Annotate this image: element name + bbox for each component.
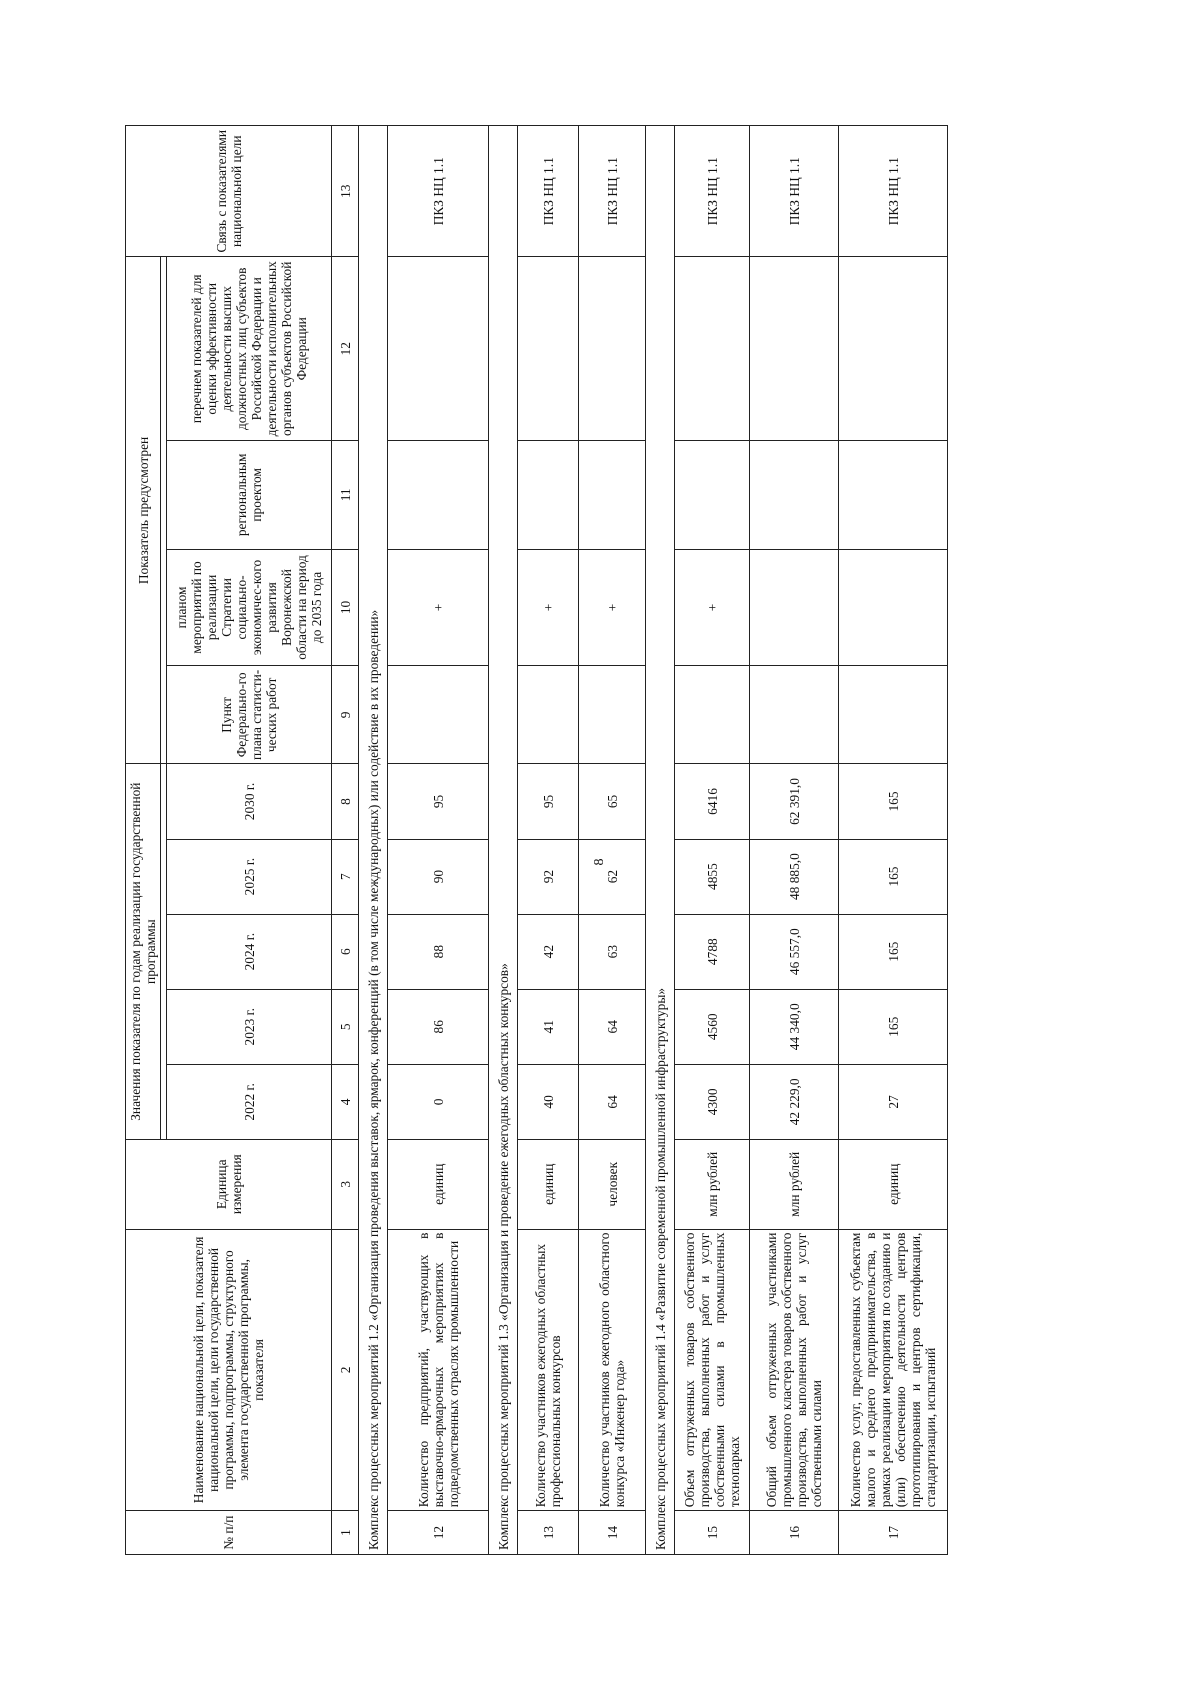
header-num: № п/п (126, 1511, 332, 1555)
row-value-2022: 0 (388, 1064, 489, 1139)
header-year-2025: 2025 г. (167, 839, 332, 914)
table-row (675, 126, 750, 1555)
row-name: Объем отгруженных товаров собственного производства, выполненных работ и услуг собственными силами в промышленных технопарках (675, 1229, 750, 1511)
column-number: 12 (332, 257, 359, 441)
row-num: 16 (750, 1511, 839, 1555)
row-value-2030: 65 (579, 764, 646, 839)
table-row (839, 126, 948, 1555)
row-value-2023: 64 (579, 989, 646, 1064)
row-value-2024: 165 (839, 914, 948, 989)
row-regional (579, 441, 646, 549)
row-federal (750, 666, 839, 764)
row-num: 15 (675, 1511, 750, 1555)
row-unit: единиц (388, 1139, 489, 1229)
row-value-2024: 88 (388, 914, 489, 989)
header-strategy-plan: планом мероприятий по реализации Стратегии социально-экономичес-кого развития Воронежской области на период до 2035 года (167, 549, 332, 666)
row-num: 17 (839, 1511, 948, 1555)
row-value-2022: 42 229,0 (750, 1064, 839, 1139)
rotated-table-wrapper (125, 125, 1061, 1555)
row-unit: млн рублей (675, 1139, 750, 1229)
header-unit: Единица измерения (126, 1139, 332, 1229)
column-number: 6 (332, 914, 359, 989)
row-value-2023: 44 340,0 (750, 989, 839, 1064)
header-year-2024: 2024 г. (167, 914, 332, 989)
row-value-2024: 46 557,0 (750, 914, 839, 989)
table-row (518, 126, 579, 1555)
row-evaluation (579, 257, 646, 441)
column-number: 8 (332, 764, 359, 839)
row-unit: человек (579, 1139, 646, 1229)
row-name: Количество участников ежегодного областного конкурса «Инженер года» (579, 1229, 646, 1511)
row-value-2022: 4300 (675, 1064, 750, 1139)
column-number: 3 (332, 1139, 359, 1229)
row-federal (839, 666, 948, 764)
row-num: 13 (518, 1511, 579, 1555)
row-value-2030: 165 (839, 764, 948, 839)
row-name: Количество участников ежегодных областных профессиональных конкурсов (518, 1229, 579, 1511)
row-strategy: + (675, 549, 750, 666)
row-value-2030: 62 391,0 (750, 764, 839, 839)
row-strategy (839, 549, 948, 666)
row-link: ПКЗ НЦ 1.1 (839, 126, 948, 258)
table-row (579, 126, 646, 1555)
row-evaluation (388, 257, 489, 441)
row-value-2025: 48 885,0 (750, 839, 839, 914)
row-evaluation (518, 257, 579, 441)
row-evaluation (675, 257, 750, 441)
row-link: ПКЗ НЦ 1.1 (750, 126, 839, 258)
row-value-2030: 95 (388, 764, 489, 839)
row-regional (839, 441, 948, 549)
row-regional (750, 441, 839, 549)
column-number: 13 (332, 126, 359, 258)
row-name: Общий объем отгруженных участниками промышленного кластера товаров собственного производства, выполненных работ и услуг собственными силами (750, 1229, 839, 1511)
row-regional (675, 441, 750, 549)
header-regional-project: региональным проектом (167, 441, 332, 549)
header-provided-group: Показатель предусмотрен (126, 257, 161, 764)
row-strategy (750, 549, 839, 666)
row-strategy: + (388, 549, 489, 666)
row-name: Количество услуг, предоставленных субъектам малого и среднего предпринимательства, в рамках реализации мероприятия по созданию и (или) обеспечению деятельности центров прототипирования и центров сертификации, стандартизации, испытаний (839, 1229, 948, 1511)
table-row (388, 126, 489, 1555)
column-number: 4 (332, 1064, 359, 1139)
row-num: 12 (388, 1511, 489, 1555)
row-link: ПКЗ НЦ 1.1 (518, 126, 579, 258)
column-numbers-row (332, 126, 359, 1555)
section-title: Комплекс процессных мероприятий 1.4 «Развитие современной промышленной инфраструктуры» (646, 126, 675, 1555)
section-row (489, 126, 518, 1555)
row-value-2023: 165 (839, 989, 948, 1064)
row-value-2025: 4855 (675, 839, 750, 914)
header-values-group: Значения показателя по годам реализации государственной программы (126, 764, 161, 1140)
page-number: 8 (592, 858, 607, 866)
row-value-2022: 40 (518, 1064, 579, 1139)
header-year-2023: 2023 г. (167, 989, 332, 1064)
column-number: 2 (332, 1229, 359, 1511)
row-unit: единиц (518, 1139, 579, 1229)
section-row (646, 126, 675, 1555)
row-value-2022: 64 (579, 1064, 646, 1139)
row-value-2025: 92 (518, 839, 579, 914)
row-value-2024: 42 (518, 914, 579, 989)
row-value-2023: 4560 (675, 989, 750, 1064)
header-year-2022: 2022 г. (167, 1064, 332, 1139)
row-evaluation (839, 257, 948, 441)
row-value-2025: 165 (839, 839, 948, 914)
section-title: Комплекс процессных мероприятий 1.3 «Организация и проведение ежегодных областных конкурсов» (489, 126, 518, 1555)
row-evaluation (750, 257, 839, 441)
row-value-2022: 27 (839, 1064, 948, 1139)
row-name: Количество предприятий, участвующих в выставочно-ярмарочных мероприятиях в подведомственных отраслях промышленности (388, 1229, 489, 1511)
section-title: Комплекс процессных мероприятий 1.2 «Организация проведения выставок, ярмарок, конференций (в том числе международных) или содействие в их проведении» (359, 126, 388, 1555)
column-number: 7 (332, 839, 359, 914)
row-regional (518, 441, 579, 549)
row-strategy: + (579, 549, 646, 666)
row-link: ПКЗ НЦ 1.1 (675, 126, 750, 258)
header-name: Наименование национальной цели, показателя национальной цели, цели государственной программы, подпрограммы, структурного элемента государственной программы, показателя (126, 1229, 332, 1511)
row-value-2025: 62 (579, 839, 646, 914)
row-unit: единиц (839, 1139, 948, 1229)
row-federal (518, 666, 579, 764)
row-link: ПКЗ НЦ 1.1 (579, 126, 646, 258)
column-number: 5 (332, 989, 359, 1064)
row-federal (675, 666, 750, 764)
column-number: 1 (332, 1511, 359, 1555)
row-value-2024: 4788 (675, 914, 750, 989)
column-number: 10 (332, 549, 359, 666)
row-value-2030: 95 (518, 764, 579, 839)
section-row (359, 126, 388, 1555)
row-value-2030: 6416 (675, 764, 750, 839)
row-link: ПКЗ НЦ 1.1 (388, 126, 489, 258)
row-value-2023: 41 (518, 989, 579, 1064)
header-national-link: Связь с показателями национальной цели (126, 126, 332, 258)
row-regional (388, 441, 489, 549)
row-value-2023: 86 (388, 989, 489, 1064)
row-value-2025: 90 (388, 839, 489, 914)
column-number: 11 (332, 441, 359, 549)
header-federal-plan: Пункт Федерально-го плана статисти-ческих работ (167, 666, 332, 764)
header-year-2030: 2030 г. (167, 764, 332, 839)
row-num: 14 (579, 1511, 646, 1555)
row-federal (579, 666, 646, 764)
indicators-table (125, 125, 948, 1555)
row-unit: млн рублей (750, 1139, 839, 1229)
row-strategy: + (518, 549, 579, 666)
header-evaluation-list: перечнем показателей для оценки эффективности деятельности высших должностных лиц субъектов Российской Федерации и деятельности исполнительных органов субъектов Российской Федерации (167, 257, 332, 441)
table-row (750, 126, 839, 1555)
column-number: 9 (332, 666, 359, 764)
row-federal (388, 666, 489, 764)
row-value-2024: 63 (579, 914, 646, 989)
